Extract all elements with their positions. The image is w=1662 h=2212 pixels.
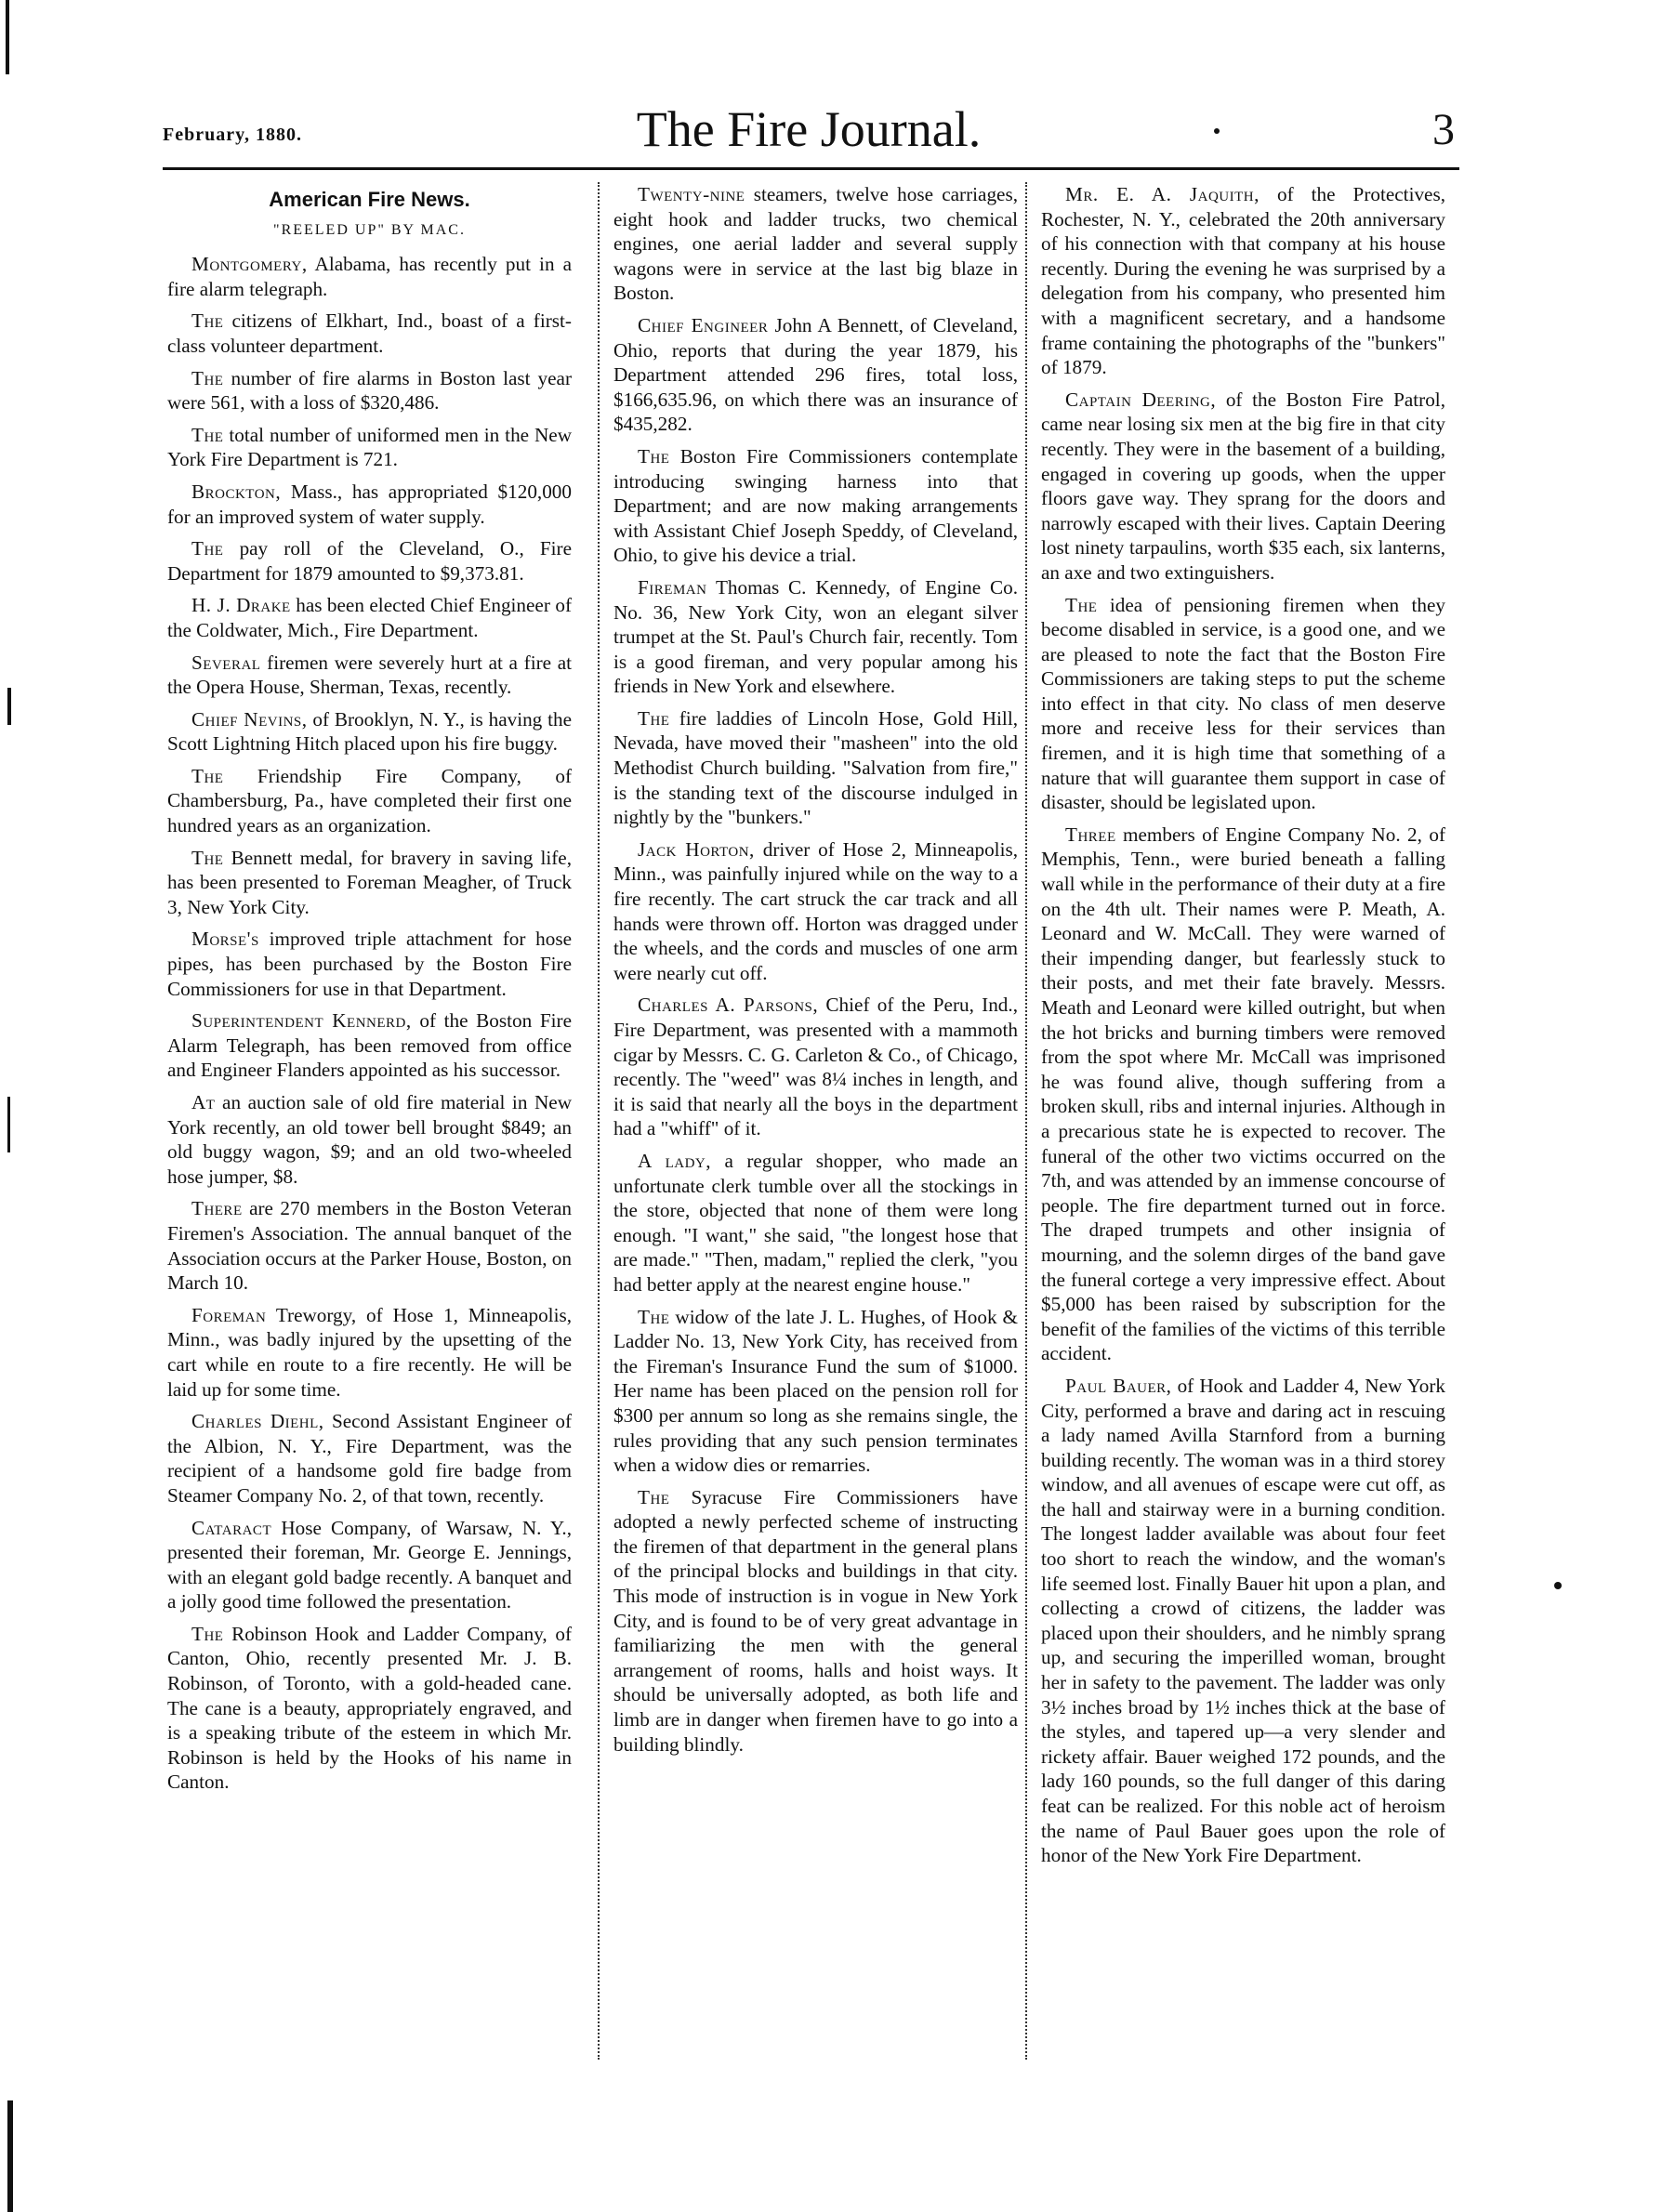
- issue-date: February, 1880.: [163, 125, 302, 145]
- news-item: [167, 1303, 572, 1402]
- news-item-lead: Three: [1065, 823, 1116, 846]
- masthead: [163, 100, 1455, 165]
- news-item-text: a regular shopper, who made an unfortunate clerk tumble over all the stockings in the store, objected that none of them were long enough. "I want," she said, "the longest hose that are made." "Then, madam," replied the clerk, "you had better apply at the nearest engine house.": [613, 1149, 1019, 1296]
- news-item-text: improved triple attachment for hose pipes, has been purchased by the Boston Fire Commissioners for use in that Department.: [167, 928, 572, 1000]
- news-item-text: citizens of Elkhart, Ind., boast of a first-class volunteer department.: [167, 309, 572, 357]
- news-item-lead: The: [191, 309, 224, 333]
- news-item-text: Syracuse Fire Commissioners have adopted a newly perfected scheme of instructing the firemen of that department in the general plans of the principal blocks and buildings in that city. This mode of instruction is in vogue in New York City, and is found to be of very great advantage in familiarizing the men with the general arrangement of rooms, halls and hoist ways. It should be universally adopted, as both life and limb are in danger when firemen have to go into a building blindly.: [613, 1485, 1019, 1756]
- news-item-text: Chief of the Peru, Ind., Fire Department, was presented with a mammoth cigar by Messrs. C. G. Carleton & Co., of Chicago, recently. The "weed" was 8¼ inches in length, and it is said that nearly all the boys in the department had a "whiff" of it.: [613, 994, 1018, 1140]
- news-item-lead: Fireman: [638, 575, 707, 599]
- news-item-text: has been elected Chief Engineer of the Coldwater, Mich., Fire Department.: [167, 594, 573, 641]
- news-item: [613, 182, 1018, 306]
- news-item-text: Bennett medal, for bravery in saving life, has been presented to Foreman Meagher, of Truck 3, New York City.: [167, 846, 572, 918]
- news-item: [167, 309, 572, 358]
- news-item: [167, 927, 572, 1001]
- news-item-lead: H. J. Drake: [191, 594, 291, 617]
- news-item-text: of Hook and Ladder 4, New York City, performed a brave and daring act in rescuing a lady named Avilla Starnford from a burning building recently. The woman was in a third storey window, and all avenues of escape were cut off, as the hall and stairway were in a burning condition. The longest ladder available was about four feet too short to reach the window, and the woman's life seemed lost. Finally Bauer hit upon a plan, and collecting a crowd of citizens, the ladder was placed upon their shoulders, and he nimbly sprang up, and securing the imperilled woman, brought her in safety to the pavement. The ladder was only 3½ inches broad by 1½ inches thick at the base of the styles, and tapered up—a very slender and rickety affair. Bauer weighed 172 pounds, and the lady 160 pounds, so the full danger of this daring feat can be realized. For this noble act of heroism the name of Paul Bauer goes upon the role of honor of the New York Fire Department.: [1041, 1374, 1446, 1867]
- column-3-items: [1041, 182, 1445, 1868]
- news-item-lead: At: [191, 1091, 216, 1113]
- news-item: [167, 1622, 572, 1795]
- scan-speck: [1214, 128, 1220, 134]
- news-item: [613, 1305, 1018, 1478]
- news-item-text: pay roll of the Cleveland, O., Fire Department for 1879 amounted to $9,373.81.: [167, 537, 572, 585]
- news-item-text: of Brooklyn, N. Y., is having the Scott Lightning Hitch placed upon his fire buggy.: [167, 707, 572, 756]
- news-item-lead: Superintendent Kennerd,: [191, 1009, 412, 1033]
- news-item-lead: A lady,: [638, 1149, 712, 1172]
- news-item-lead: The: [191, 846, 224, 869]
- column-1-items: [167, 252, 572, 1795]
- column-divider: [1025, 182, 1028, 2060]
- news-item-text: Alabama, has recently put in a fire alarm telegraph.: [167, 253, 572, 300]
- news-item: [167, 764, 572, 838]
- news-item-text: fire laddies of Lincoln Hose, Gold Hill, Nevada, have moved their "masheen" into the old Methodist Church building. "Salvation from fire," is the standing text of the discourse indulged in nightly by the "bunkers.": [613, 706, 1018, 829]
- news-item-lead: The: [191, 423, 224, 446]
- news-item-lead: The: [191, 537, 224, 560]
- news-item: [1041, 593, 1445, 815]
- news-item-text: widow of the late J. L. Hughes, of Hook & Ladder No. 13, New York City, has received from the Fireman's Insurance Fund the sum of $1000. Her name has been placed on the pension roll for $300 per annum so long as she remains single, the rules providing that any such pension terminates when a widow dies or remarries.: [613, 1305, 1019, 1477]
- news-item-text: of the Boston Fire Patrol, came near losing six men at the big fire in that city recently. They were in the basement of a building, engaged in covering up goods, when the upper floors gave way. They sprang for the doors and narrowly escaped with their lives. Captain Deering lost ninety tarpaulins, worth $35 each, six lanterns, an axe and two extinguishers.: [1041, 388, 1445, 584]
- news-item-text: members of Engine Company No. 2, of Memphis, Tenn., were buried beneath a falling wall while in the performance of their duty at a fire on the 4th ult. Their names were P. Meath, A. Leonard and W. McCall. They were warned of their impending danger, but fearlessly stuck to their posts, and met their fate bravely. Messrs. Meath and Leonard were killed outright, but when the hot bricks and burning timbers were removed from the spot where Mr. McCall was imprisoned he was found alive, though suffering from a broken skull, ribs and internal injuries. Although in a precarious state he is expected to recover. The funeral of the other two victims occurred on the 7th, and was attended by an immense concourse of people. The fire department turned out in force. The draped trumpets and other insignia of mourning, and the solemn dirges of the band gave the funeral cortege a very impressive effect. About $5,000 has been raised by subscription for the benefit of the families of the victims of this terrible accident.: [1041, 823, 1445, 1365]
- news-item: [167, 1516, 572, 1614]
- news-item-text: Boston Fire Commissioners contemplate introducing swinging harness into that Department; and are now making arrangements with Assistant Chief Joseph Speddy, of Cleveland, Ohio, to give his device a trial.: [613, 444, 1018, 567]
- news-item-lead: Mr. E. A. Jaquith,: [1065, 183, 1260, 205]
- news-item: [1041, 388, 1445, 586]
- news-item-text: Mass., has appropriated $120,000 for an improved system of water supply.: [167, 480, 572, 528]
- news-item-text: Hose Company, of Warsaw, N. Y., presented their foreman, Mr. George E. Jennings, with an elegant gold badge recently. A banquet and a jolly good time followed the presentation.: [167, 1516, 573, 1613]
- news-item-text: Friendship Fire Company, of Chambersburg, Pa., have completed their first one hundred years as an organization.: [167, 764, 573, 837]
- news-item-lead: Jack Horton,: [638, 837, 755, 861]
- news-item-text: Robinson Hook and Ladder Company, of Canton, Ohio, recently presented Mr. J. B. Robinson, of Toronto, with a gold-headed cane. The cane is a beauty, appropriately engraved, and is a speaking tribute of the esteem in which Mr. Robinson is held by the Hooks of his name in Canton.: [167, 1622, 572, 1794]
- news-item-text: of the Protectives, Rochester, N. Y., celebrated the 20th anniversary of his connection with that company at his house recently. During the evening he was surprised by a delegation from his company, who presented him with a magnificent secretary, and a handsome frame containing the photographs of the "bunkers" of 1879.: [1041, 183, 1446, 379]
- news-item: [167, 480, 572, 529]
- news-item-text: total number of uniformed men in the New York Fire Department is 721.: [167, 423, 573, 471]
- news-item-lead: Paul Bauer,: [1065, 1374, 1172, 1397]
- column-2: [613, 182, 1018, 1764]
- newspaper-title: The Fire Journal.: [636, 101, 982, 157]
- news-item: [613, 444, 1018, 568]
- news-item: [167, 366, 572, 415]
- news-item: [613, 313, 1018, 437]
- news-item: [1041, 1374, 1445, 1868]
- news-item-lead: The: [638, 706, 670, 730]
- news-item-lead: Brockton,: [191, 480, 282, 503]
- news-item: [167, 1008, 572, 1083]
- news-item: [167, 1090, 572, 1189]
- news-item-text: an auction sale of old fire material in New York recently, an old tower bell brought $849; an old buggy wagon, $9; and an old two-wheeled hose jumper, $8.: [167, 1091, 572, 1188]
- news-item: [167, 536, 572, 586]
- news-item-text: John A Bennett, of Cleveland, Ohio, reports that during the year 1879, his Department attended 296 fires, total loss, $166,635.96, on which there was an insurance of $435,282.: [613, 313, 1019, 436]
- news-item-text: driver of Hose 2, Minneapolis, Minn., was painfully injured while on the way to a fire recently. The cart struck the car track and all hands were thrown off. Horton was dragged under the wheels, and the cords and muscles of one arm were nearly cut off.: [613, 837, 1019, 984]
- news-item: [167, 593, 572, 642]
- news-item-lead: The: [191, 366, 224, 389]
- news-item: [613, 1149, 1018, 1297]
- news-item-lead: Charles A. Parsons,: [638, 994, 819, 1017]
- news-item-lead: Morse's: [191, 928, 259, 951]
- scan-edge-mark-middle: [7, 688, 11, 725]
- news-item-lead: The: [638, 1305, 670, 1328]
- news-item: [167, 846, 572, 920]
- news-item-lead: The: [191, 764, 224, 787]
- scan-edge-mark-top: [6, 0, 9, 74]
- column-divider: [598, 182, 600, 2060]
- news-item-lead: The: [191, 1622, 224, 1645]
- news-item: [167, 423, 572, 472]
- section-heading: American Fire News.: [269, 188, 470, 211]
- news-item: [613, 706, 1018, 830]
- page-number: 3: [1432, 105, 1455, 154]
- news-item-text: firemen were severely hurt at a fire at the Opera House, Sherman, Texas, recently.: [167, 651, 573, 699]
- news-item-text: of the Boston Fire Alarm Telegraph, has been removed from office and Engineer Flanders appointed as his successor.: [167, 1009, 573, 1082]
- news-item-lead: Charles Diehl,: [191, 1410, 324, 1433]
- news-item-lead: There: [191, 1197, 243, 1220]
- news-item-lead: The: [638, 444, 670, 467]
- news-item-lead: The: [638, 1485, 670, 1508]
- news-item-text: Treworgy, of Hose 1, Minneapolis, Minn., was badly injured by the upsetting of the cart while en route to a fire recently. He will be laid up for some time.: [167, 1303, 573, 1401]
- news-item-lead: Captain Deering,: [1065, 388, 1217, 411]
- byline: "REELED UP" BY MAC.: [273, 221, 466, 238]
- news-item-lead: Cataract: [191, 1516, 272, 1539]
- news-item: [167, 707, 572, 757]
- column-1: [167, 182, 572, 1802]
- news-item-text: Second Assistant Engineer of the Albion, N. Y., Fire Department, was the recipient of a handsome gold fire badge from Steamer Company No. 2, of that town, recently.: [167, 1410, 572, 1507]
- news-item: [613, 575, 1018, 699]
- news-item-lead: Twenty-nine: [638, 183, 745, 205]
- news-item: [613, 1485, 1018, 1758]
- news-item-text: number of fire alarms in Boston last year were 561, with a loss of $320,486.: [167, 366, 573, 415]
- news-item-lead: Foreman: [191, 1303, 267, 1326]
- scan-speck: [1554, 1582, 1562, 1589]
- news-item: [167, 1196, 572, 1295]
- news-item-text: are 270 members in the Boston Veteran Firemen's Association. The annual banquet of the Association occurs at the Parker House, Boston, on March 10.: [167, 1197, 572, 1295]
- news-item: [167, 651, 572, 700]
- news-item-text: Thomas C. Kennedy, of Engine Co. No. 36, New York City, won an elegant silver trumpet at the St. Paul's Church fair, recently. Tom is a good fireman, and very popular among his friends in New York and elsewhere.: [613, 575, 1018, 698]
- column-2-items: [613, 182, 1018, 1757]
- masthead-rule: [163, 167, 1459, 170]
- scan-edge-mark-bottom: [7, 2100, 13, 2212]
- news-item-lead: Chief Nevins,: [191, 707, 308, 731]
- news-item-lead: Several: [191, 651, 261, 674]
- news-item-lead: The: [1065, 593, 1098, 616]
- news-item-lead: Chief Engineer: [638, 313, 769, 336]
- news-item: [613, 837, 1018, 986]
- news-item-lead: Montgomery,: [191, 253, 308, 276]
- news-item: [613, 993, 1018, 1141]
- news-item: [167, 252, 572, 301]
- news-item: [1041, 823, 1445, 1366]
- news-item: [1041, 182, 1445, 380]
- news-item: [167, 1409, 572, 1508]
- news-item-text: idea of pensioning firemen when they become disabled in service, is a good one, and we are pleased to note the fact that the Boston Fire Commissioners are taking steps to put the scheme into effect in that city. No class of men deserve more and receive less for their services than firemen, and it is high time that something of a nature that will guarantee them support in case of disaster, should be legislated upon.: [1041, 593, 1445, 814]
- scan-edge-mark-lower: [7, 1097, 10, 1152]
- news-item-text: steamers, twelve hose carriages, eight hook and ladder trucks, two chemical engines, one aerial ladder and several supply wagons were in service at the last big blaze in Boston.: [613, 183, 1018, 305]
- column-3: [1041, 182, 1445, 1876]
